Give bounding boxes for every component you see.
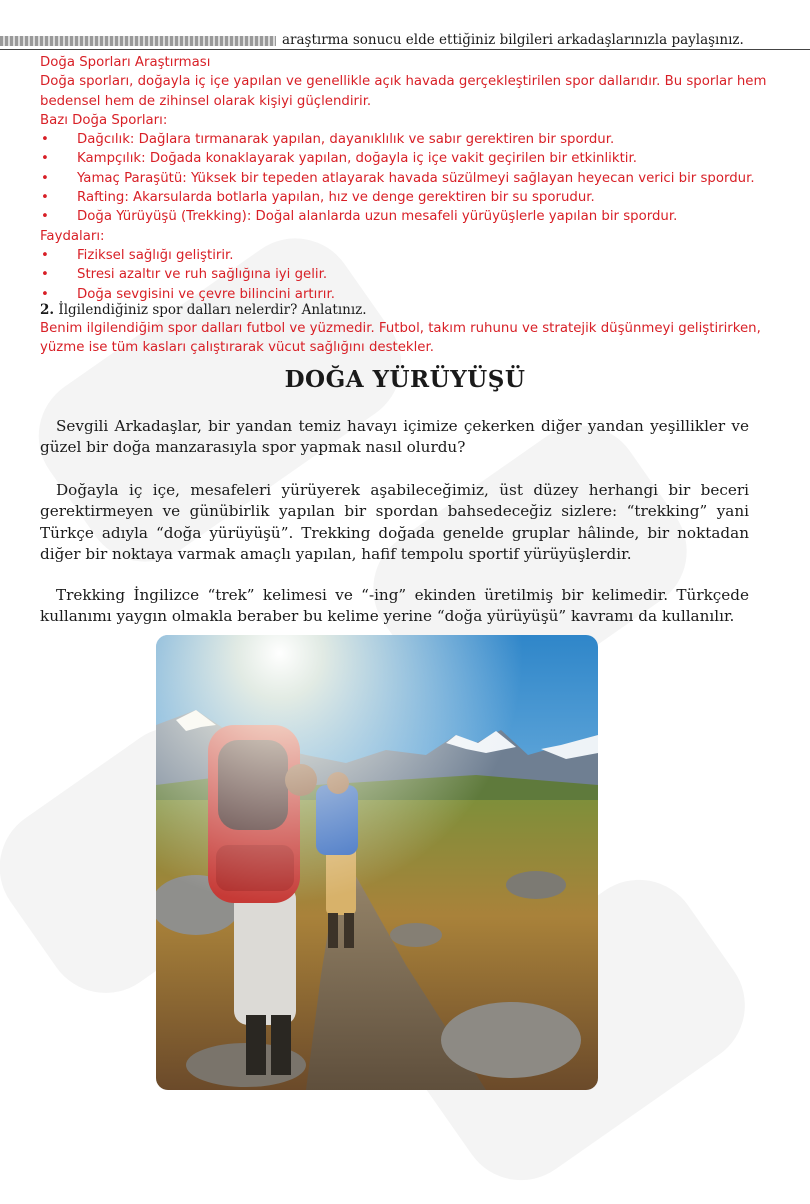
instruction-text: araştırma sonucu elde ettiğiniz bilgileri arkadaşlarınızla paylaşınız. [282,32,744,48]
list-item: • Yamaç Paraşütü: Yüksek bir tepeden atlayarak havada süzülmeyi sağlayan heyecan verici bir spordur. [40,169,770,188]
article-paragraph: Sevgili Arkadaşlar, bir yandan temiz havayı içimize çekerken diğer yandan yeşillikler ve güzel bir doğa manzarasıyla spor yapmak nasıl olurdu? [40,417,749,457]
answer-heading: Doğa Sporları Araştırması [40,55,211,70]
answer-two: Benim ilgilendiğim spor dalları futbol ve yüzmedir. Futbol, takım ruhunu ve stratejik düşünmeyi geliştirirken, yüzme ise tüm kasları çalıştırarak vücut sağlığını destekler. [40,321,761,356]
list-item: • Doğa sevgisini ve çevre bilincini artırır. [40,285,770,304]
question-two [40,301,367,320]
list-item: • Rafting: Akarsularda botlarla yapılan, hız ve denge gerektiren bir su sporudur. [40,188,770,207]
list-item: • Doğa Yürüyüşü (Trekking): Doğal alanlarda uzun mesafeli yürüyüşlerle yapılan bir spordur. [40,207,770,226]
blurred-text-fragment [0,36,276,46]
question-text: İlgilendiğiniz spor dalları nelerdir? Anlatınız. [58,302,367,318]
question-number: 2. [40,302,55,318]
list-item: • Kampçılık: Doğada konaklayarak yapılan, doğayla iç içe vakit geçirilen bir etkinliktir. [40,149,770,168]
article-paragraph: Trekking İngilizce “trek” kelimesi ve “-ing” ekinden üretilmiş bir kelimedir. Türkçede kullanımı yaygın olmakla beraber bu kelime yerine “doğa yürüyüşü” kavramı da kullanılır. [40,586,749,626]
list-item: • Stresi azaltır ve ruh sağlığına iyi gelir. [40,265,770,284]
instruction-line [0,30,810,50]
answer-one-block [40,53,770,304]
article-paragraph: Doğayla iç içe, mesafeleri yürüyerek aşabileceğimiz, üst düzey herhangi bir beceri gerektirmeyen ve günübirlik yapılan bir spordan bahsedeceğiz sizlere: “trekking” yani Türkçe adıyla “doğa yürüyüşü”. Trekking doğada genelde gruplar hâlinde, bir noktadan diğer bir noktaya varmak amaçlı yapılan, hafif tempolu sportif yürüyüşlerdir. [40,481,749,563]
benefits-list [40,246,770,304]
sun-glare [156,635,598,1090]
trekking-photo [156,635,598,1090]
article-title: DOĞA YÜRÜYÜŞÜ [284,366,526,393]
answer-intro: Doğa sporları, doğayla iç içe yapılan ve genellikle açık havada gerçekleştirilen spor dallarıdır. Bu sporlar hem bedensel hem de zihinsel olarak kişiyi güçlendirir. [40,74,767,109]
header-divider [0,49,810,50]
sports-heading: Bazı Doğa Sporları: [40,112,168,128]
list-item: • Dağcılık: Dağlara tırmanarak yapılan, dayanıklılık ve sabır gerektiren bir spordur. [40,130,770,149]
sports-list [40,130,770,226]
list-item: • Fiziksel sağlığı geliştirir. [40,246,770,265]
benefits-heading: Faydaları: [40,228,105,244]
